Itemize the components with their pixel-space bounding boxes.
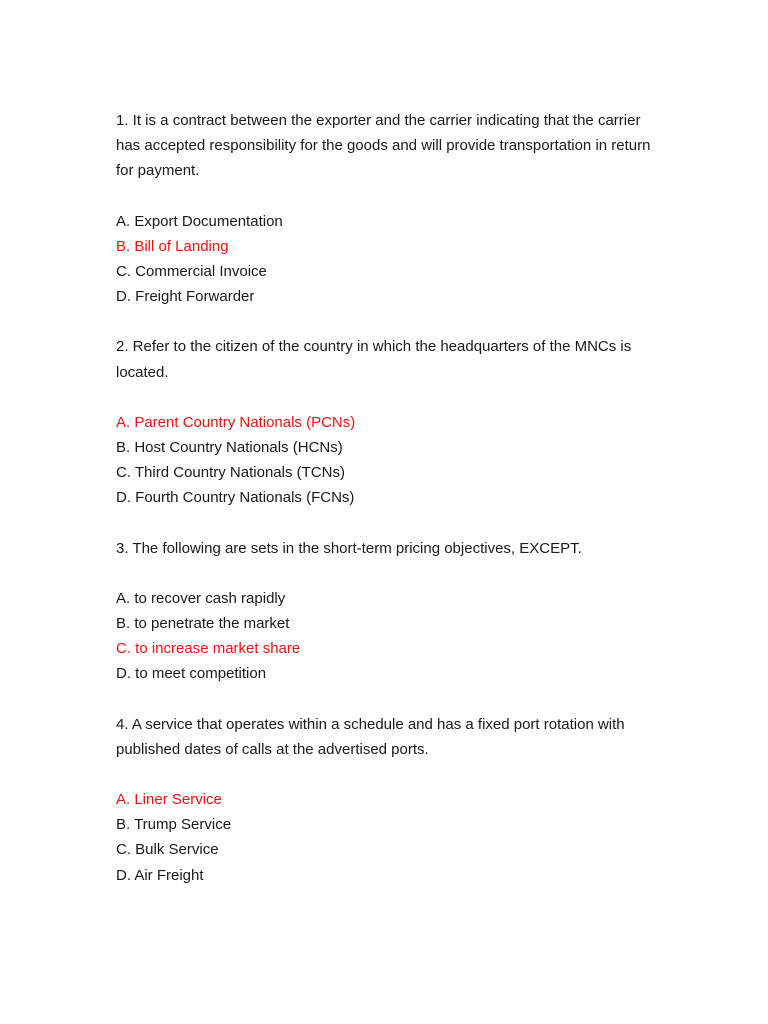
option-d: D. Freight Forwarder [116, 288, 255, 306]
option-c: C. Third Country Nationals (TCNs) [116, 464, 345, 482]
option-a: A. to recover cash rapidly [116, 589, 286, 607]
option-a-correct: A. Liner Service [116, 791, 222, 809]
option-d: D. Fourth Country Nationals (FCNs) [116, 489, 355, 507]
option-b: B. to penetrate the market [116, 615, 290, 633]
option-b: B. Host Country Nationals (HCNs) [116, 439, 343, 457]
answer-options [116, 586, 658, 687]
question-text: 1. It is a contract between the exporter and the carrier indicating that the carrier has accepted responsibility for the goods and will provide transportation in return for payment. [116, 112, 651, 180]
question-3 [116, 536, 658, 687]
option-c: C. Bulk Service [116, 841, 219, 859]
question-1 [116, 108, 658, 309]
answer-options [116, 787, 658, 888]
option-c: C. Commercial Invoice [116, 263, 267, 281]
question-4 [116, 712, 658, 888]
answer-options [116, 209, 658, 310]
option-d: D. Air Freight [116, 866, 204, 884]
option-a: A. Export Documentation [116, 212, 283, 230]
option-d: D. to meet competition [116, 665, 267, 683]
question-text: 4. A service that operates within a schedule and has a fixed port rotation with published dates of calls at the advertised ports. [116, 715, 625, 758]
option-b: B. Trump Service [116, 816, 232, 834]
question-text: 2. Refer to the citizen of the country in which the headquarters of the MNCs is located. [116, 338, 632, 381]
answer-options [116, 410, 658, 511]
option-c-correct: C. to increase market share [116, 640, 301, 658]
question-2 [116, 334, 658, 510]
question-text: 3. The following are sets in the short-term pricing objectives, EXCEPT. [116, 539, 582, 557]
option-a-correct: A. Parent Country Nationals (PCNs) [116, 413, 356, 431]
option-b-correct: B. Bill of Landing [116, 237, 229, 255]
